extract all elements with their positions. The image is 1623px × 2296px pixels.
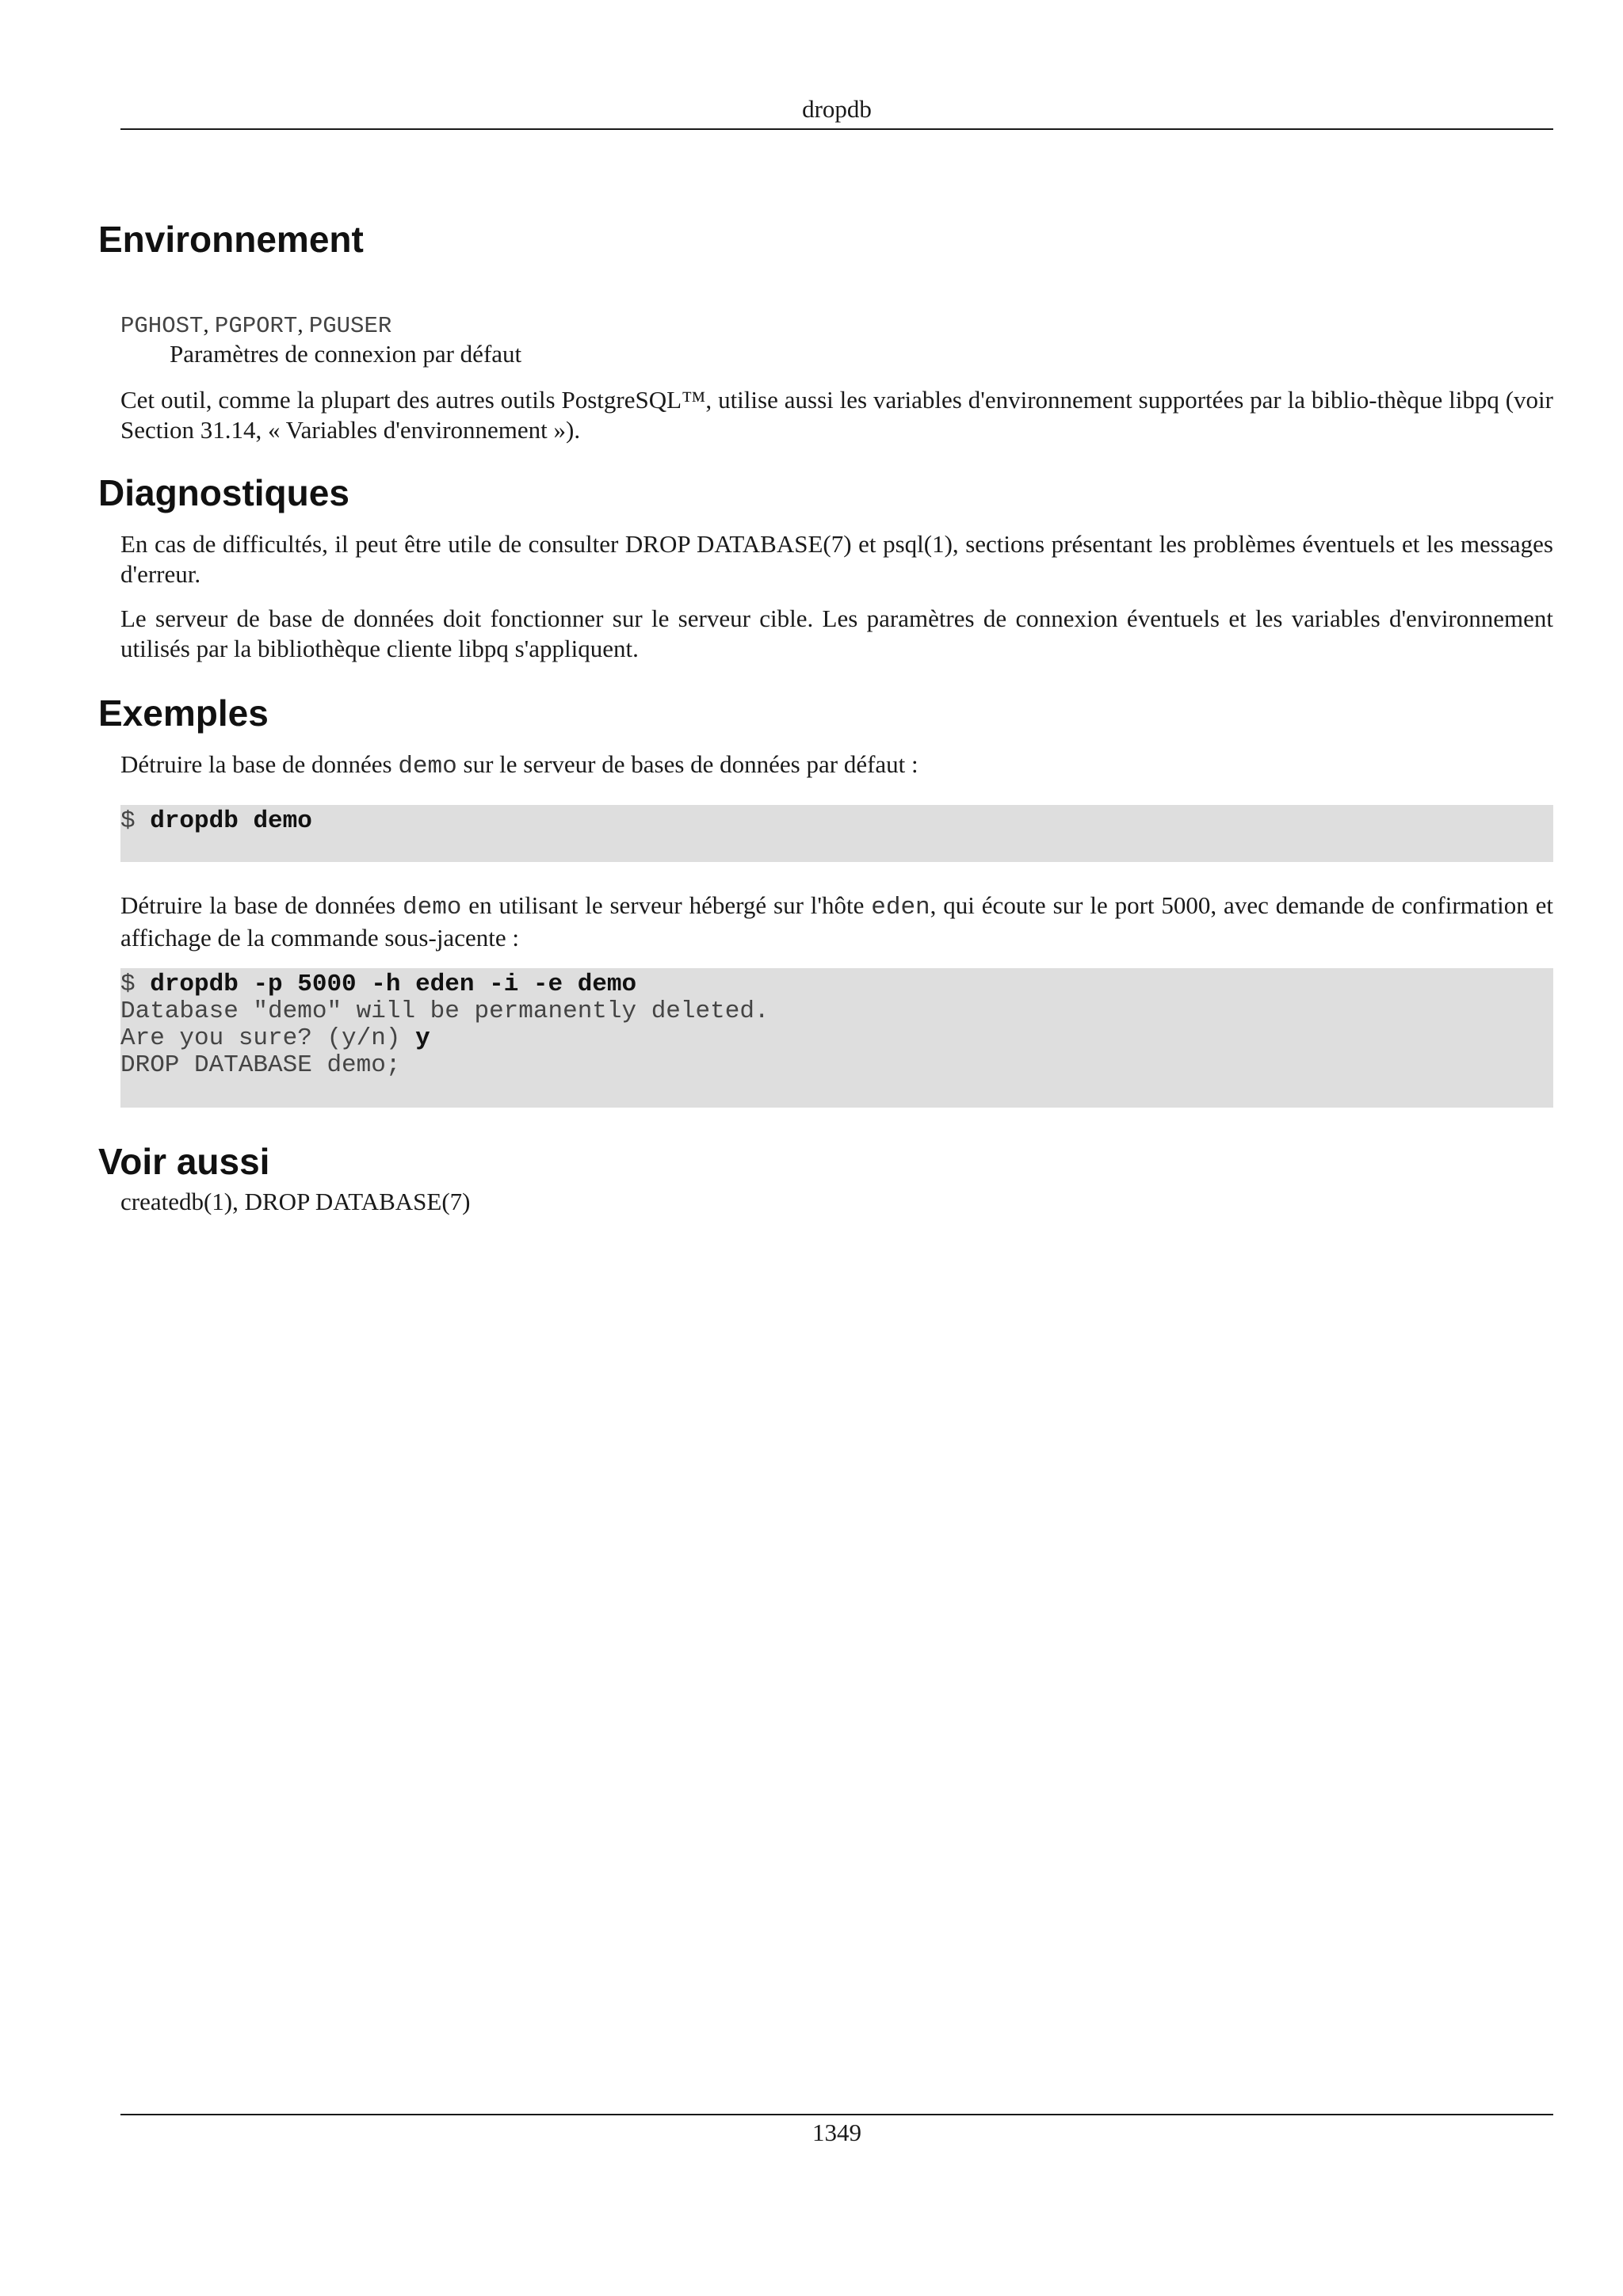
example-1-command: dropdb demo bbox=[150, 807, 312, 835]
example-2-dbname: demo bbox=[403, 894, 462, 921]
page-number: 1349 bbox=[812, 2119, 861, 2146]
see-also-references: createdb(1), DROP DATABASE(7) bbox=[120, 1188, 471, 1215]
header-rule bbox=[120, 128, 1553, 130]
example-2-command: dropdb -p 5000 -h eden -i -e demo bbox=[150, 971, 637, 998]
example-1-text: Détruire la base de données bbox=[120, 750, 399, 778]
example-2-text: Détruire la base de données bbox=[120, 891, 403, 919]
env-var-pguser: PGUSER bbox=[308, 313, 392, 339]
example-2-hostname: eden bbox=[871, 894, 930, 921]
env-var-description: Paramètres de connexion par défaut bbox=[170, 340, 522, 368]
env-var-pghost: PGHOST bbox=[120, 313, 204, 339]
example-2-output-line-1: Database "demo" will be permanently deleted. bbox=[120, 997, 769, 1025]
example-2-answer: y bbox=[415, 1024, 430, 1052]
running-header: dropdb bbox=[802, 95, 872, 123]
example-2-code-block bbox=[120, 968, 1553, 1108]
diagnostics-paragraph-2: Le serveur de base de données doit fonctionner sur le serveur cible. Les paramètres de connexion éventuels et les variables d'environnement utilisés par la bibliothèque cliente libpq s'appliquent. bbox=[120, 605, 1553, 662]
heading-examples: Exemples bbox=[98, 692, 269, 734]
example-2-output-line-3: DROP DATABASE demo; bbox=[120, 1051, 401, 1079]
example-2-text-mid: en utilisant le serveur hébergé sur l'hôte bbox=[461, 891, 872, 919]
env-var-separator: , bbox=[297, 312, 309, 338]
env-var-pgport: PGPORT bbox=[214, 313, 298, 339]
footer-rule bbox=[120, 2114, 1553, 2115]
environment-paragraph: Cet outil, comme la plupart des autres outils PostgreSQL™, utilise aussi les variables d'environnement supportées par la biblio-thèque libpq (voir Section 31.14, « Variables d'environnement »). bbox=[120, 386, 1553, 444]
example-1-code-block bbox=[120, 805, 1553, 862]
example-1-dbname: demo bbox=[398, 753, 457, 780]
example-2-output-line-2: Are you sure? (y/n) bbox=[120, 1024, 416, 1052]
shell-prompt: $ bbox=[120, 971, 151, 998]
heading-environment: Environnement bbox=[98, 219, 364, 260]
example-1-description bbox=[120, 749, 1553, 782]
heading-see-also: Voir aussi bbox=[98, 1141, 270, 1182]
shell-prompt: $ bbox=[120, 807, 151, 835]
example-1-text-end: sur le serveur de bases de données par défaut : bbox=[456, 750, 918, 778]
heading-diagnostics: Diagnostiques bbox=[98, 472, 349, 513]
env-variable-list bbox=[120, 311, 391, 341]
env-var-separator: , bbox=[203, 312, 215, 338]
example-2-text-end: , qui écoute sur le port 5000, avec demande de confirmation et affichage de la commande sous-jacente : bbox=[120, 891, 1554, 952]
example-2-description bbox=[120, 891, 1553, 953]
diagnostics-paragraph-1: En cas de difficultés, il peut être utile de consulter DROP DATABASE(7) et psql(1), sections présentant les problèmes éventuels et les messages d'erreur. bbox=[120, 530, 1553, 588]
